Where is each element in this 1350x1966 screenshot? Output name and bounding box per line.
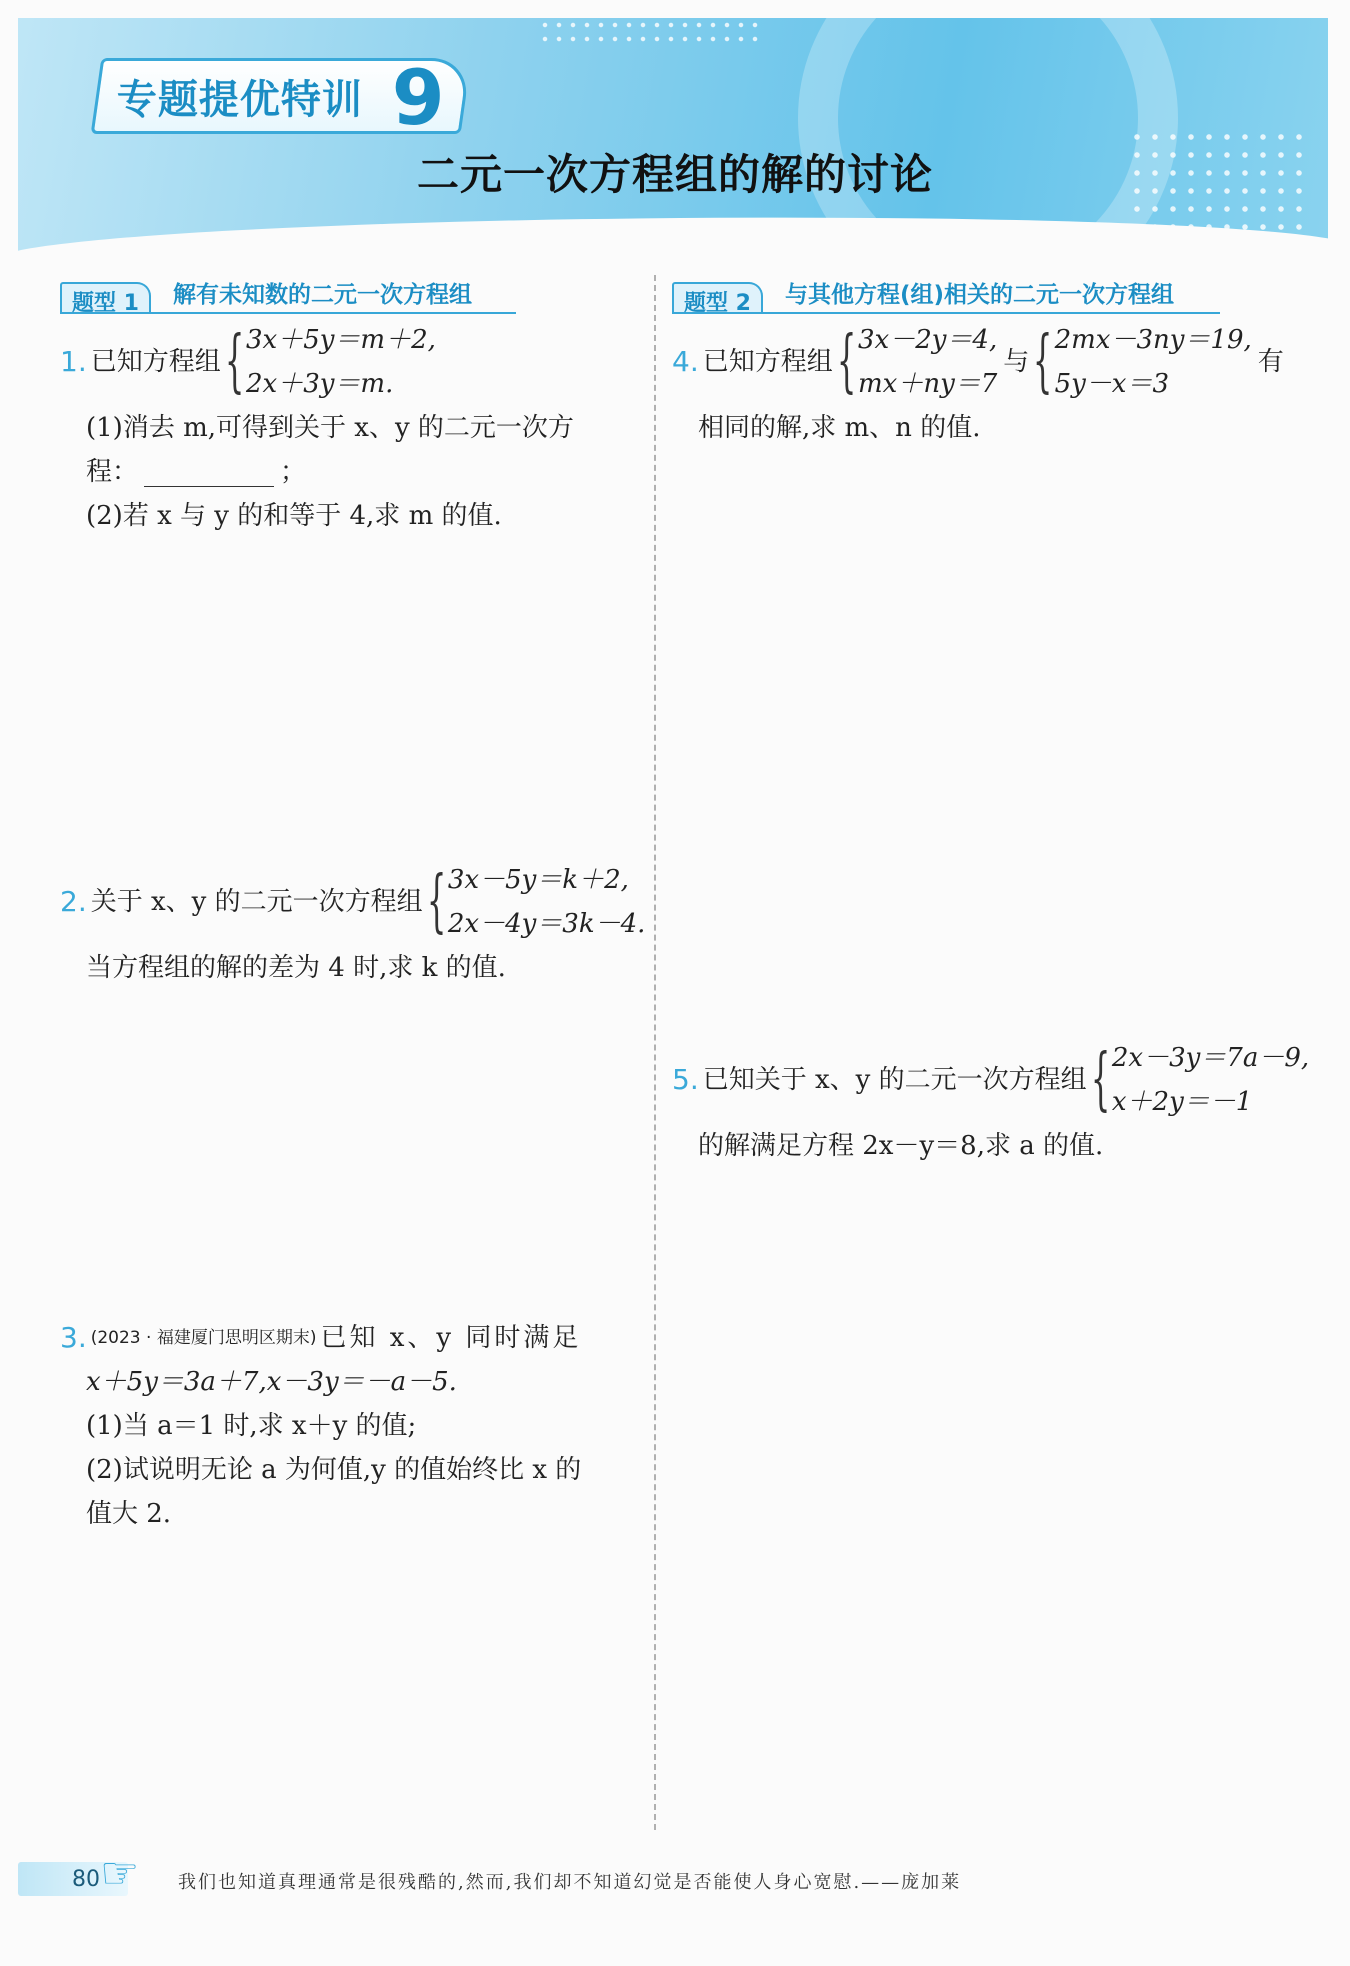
answer-label: 程： — [86, 457, 139, 487]
problem-source: (2023 · 福建厦门思明区期末) — [90, 1328, 317, 1348]
equation: 5y－x＝3 — [1054, 369, 1170, 399]
section-title: 与其他方程(组)相关的二元一次方程组 — [784, 282, 1174, 308]
problem-number: 4. — [672, 345, 699, 378]
problem-lead: 关于 x、y 的二元一次方程组 — [90, 887, 423, 917]
problem-line: 的解满足方程 2x－y＝8,求 a 的值. — [698, 1131, 1104, 1161]
equation-system — [448, 858, 646, 946]
equation: 3x－5y＝k＋2, — [447, 865, 629, 895]
equation: 2mx－3ny＝19, — [1054, 325, 1252, 355]
problem-part-2-cont: 值大 2. — [86, 1499, 172, 1529]
answer-punct: ； — [280, 457, 307, 487]
equation: 2x－3y＝7a－9, — [1111, 1043, 1310, 1073]
topic-badge-number: 9 — [391, 53, 445, 142]
brace-icon: { — [1090, 1040, 1110, 1119]
connector-text: 与 — [1003, 347, 1030, 377]
problem-3 — [60, 1316, 650, 1536]
equation-system — [1112, 1036, 1309, 1124]
equation: x＋2y＝－1 — [1111, 1087, 1253, 1117]
problem-number: 3. — [60, 1321, 87, 1354]
problem-lead: 已知 x、y 同时满足 — [320, 1323, 582, 1353]
problem-4 — [672, 318, 1284, 450]
section-tag: 题型 2 — [672, 282, 763, 312]
equation: 3x＋5y＝m＋2, — [246, 325, 436, 355]
brace-icon: { — [426, 862, 446, 941]
topic-badge — [91, 53, 472, 142]
problem-part-1: (1)消去 m,可得到关于 x、y 的二元一次方 — [86, 413, 574, 443]
equation: mx＋ny＝7 — [858, 369, 998, 399]
equation: 2x＋3y＝m. — [246, 369, 394, 399]
trailing-text: 有 — [1257, 347, 1284, 377]
brace-icon: { — [836, 322, 857, 401]
brace-icon: { — [1033, 322, 1053, 401]
section-tag: 题型 1 — [60, 282, 151, 312]
problem-lead: 已知方程组 — [702, 347, 833, 377]
section-header-type-2 — [672, 278, 1220, 314]
problem-part-2: (2)若 x 与 y 的和等于 4,求 m 的值. — [86, 501, 502, 531]
problem-part-2: (2)试说明无论 a 为何值,y 的值始终比 x 的 — [86, 1455, 582, 1485]
page-number-text: 80 — [72, 1866, 100, 1892]
problem-line: 相同的解,求 m、n 的值. — [698, 413, 981, 443]
problem-5 — [672, 1036, 1310, 1168]
pointing-hand-icon: ☞ — [100, 1848, 140, 1899]
problem-part-1: (1)当 a＝1 时,求 x＋y 的值; — [86, 1411, 417, 1441]
equation-system-2 — [1055, 318, 1252, 406]
column-divider — [654, 275, 656, 1830]
banner-decoration-dots-top — [538, 18, 758, 46]
problem-1 — [60, 318, 650, 538]
answer-blank[interactable] — [144, 458, 274, 487]
equation: 2x－4y＝3k－4. — [447, 909, 646, 939]
problem-lead: 已知关于 x、y 的二元一次方程组 — [702, 1065, 1087, 1095]
problem-2 — [60, 858, 650, 990]
brace-icon: { — [224, 322, 245, 401]
page-title: 二元一次方程组的解的讨论 — [416, 150, 933, 199]
equation-system-1 — [858, 318, 997, 406]
section-title: 解有未知数的二元一次方程组 — [172, 282, 472, 308]
problem-part-1-answer — [60, 450, 650, 494]
equation: 3x－2y＝4, — [858, 325, 998, 355]
section-header-type-1 — [60, 278, 516, 314]
problem-number: 2. — [60, 885, 87, 918]
problem-line: 当方程组的解的差为 4 时,求 k 的值. — [86, 953, 506, 983]
problem-line: x＋5y＝3a＋7,x－3y＝－a－5. — [86, 1367, 457, 1397]
topic-badge-label: 专题提优特训 — [117, 76, 363, 123]
equation-system — [246, 318, 436, 406]
problem-number: 1. — [60, 345, 87, 378]
header-banner — [18, 18, 1328, 256]
problem-lead: 已知方程组 — [90, 347, 221, 377]
footer-quote: 我们也知道真理通常是很残酷的,然而,我们却不知道幻觉是否能使人身心宽慰.——庞加莱 — [178, 1872, 962, 1893]
problem-number: 5. — [672, 1063, 699, 1096]
